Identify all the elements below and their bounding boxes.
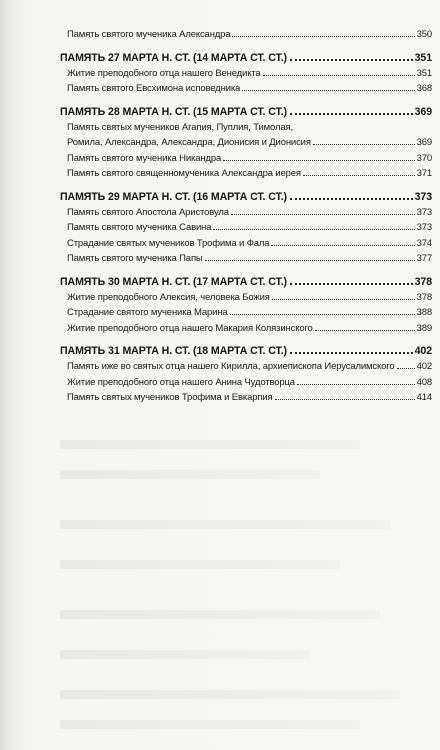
leader-dots: [271, 245, 414, 246]
toc-entry-title: Память святого мученика Никандра: [67, 152, 222, 164]
section-heading[interactable]: [60, 106, 432, 122]
toc-entry-page: 414: [416, 392, 432, 403]
leader-dots: [223, 160, 414, 161]
leader-dots: [213, 229, 414, 230]
section-heading-title: ПАМЯТЬ 28 МАРТА Н. СТ. (15 МАРТА СТ. СТ.): [60, 105, 287, 118]
toc-entry-page: 408: [416, 376, 432, 388]
toc-entry[interactable]: [67, 392, 432, 408]
leader-dots: [297, 384, 415, 385]
toc-entry[interactable]: [67, 137, 432, 153]
toc-entry-page: 368: [416, 83, 432, 94]
leader-dots: [242, 90, 414, 91]
bleed-through: [60, 470, 320, 479]
toc-entry[interactable]: [67, 238, 432, 254]
leader-dots: [397, 368, 415, 369]
toc-entry-title: Память святого мученика Александра: [67, 29, 231, 40]
toc-entry-title: Житие преподобного Алексия, человека Божия: [67, 291, 270, 303]
leader-dots: [290, 198, 413, 200]
toc-entry-title: Память святого Апостола Аристовула: [67, 206, 229, 218]
toc-entry[interactable]: [67, 253, 432, 269]
toc-entry-title: Память святого священномученика Александра иерея: [67, 168, 301, 179]
toc-entry-page: 373: [416, 206, 432, 218]
toc-entry[interactable]: [67, 323, 432, 339]
leader-dots: [290, 352, 413, 354]
section-heading-title: ПАМЯТЬ 29 МАРТА Н. СТ. (16 МАРТА СТ. СТ.): [60, 190, 287, 203]
toc-entry-page: 389: [416, 322, 432, 334]
bleed-through: [60, 560, 340, 569]
section-heading-page: 351: [414, 51, 432, 64]
toc-entry-title: Память святых мучеников Агапия, Пуплия, Тимолая,: [67, 121, 293, 133]
leader-dots: [205, 260, 415, 261]
toc-entry[interactable]: [67, 29, 432, 45]
leader-dots: [275, 399, 415, 400]
section-heading-title: ПАМЯТЬ 30 МАРТА Н. СТ. (17 МАРТА СТ. СТ.): [60, 275, 287, 288]
leader-dots: [232, 36, 414, 37]
leader-dots: [313, 144, 415, 145]
toc-entry[interactable]: [67, 207, 432, 223]
toc-entry-title: Страдание святых мучеников Трофима и Фала: [67, 237, 270, 249]
leader-dots: [290, 59, 413, 61]
bleed-through: [60, 520, 390, 529]
toc-entry-page: 351: [416, 67, 432, 79]
toc-entry-page: 350: [416, 29, 432, 40]
toc-entry[interactable]: [67, 377, 432, 393]
toc-entry-page: 371: [416, 168, 432, 179]
bleed-through: [60, 440, 360, 449]
toc-entry-page: 373: [416, 222, 432, 233]
section-heading-title: ПАМЯТЬ 31 МАРТА Н. СТ. (18 МАРТА СТ. СТ.): [60, 345, 287, 357]
leader-dots: [230, 314, 415, 315]
toc-entry-page: 370: [416, 152, 432, 164]
table-of-contents: [60, 29, 432, 408]
toc-entry-page: 388: [416, 307, 432, 318]
bleed-through: [60, 610, 380, 619]
toc-entry[interactable]: [67, 68, 432, 84]
toc-entry[interactable]: [67, 122, 432, 138]
section-heading-page: 378: [414, 275, 432, 288]
toc-entry-title: Память святого мученика Савина: [67, 222, 212, 233]
toc-entry-title: Память святых мучеников Трофима и Евкарпия: [67, 392, 273, 403]
section-heading-page: 373: [414, 190, 432, 203]
leader-dots: [231, 214, 415, 215]
toc-entry-title: Ромила, Александра, Александра, Дионисия и Дионисия: [67, 137, 311, 148]
toc-entry-title: Житие преподобного отца нашего Макария Колязинского: [67, 322, 313, 334]
section-heading[interactable]: [60, 52, 432, 68]
section-heading-page: 402: [414, 345, 432, 357]
section-heading[interactable]: [60, 276, 432, 292]
bleed-through: [60, 690, 400, 699]
toc-entry[interactable]: [67, 153, 432, 169]
toc-entry[interactable]: [67, 361, 432, 377]
toc-entry-title: Память святого Евсхимона исповедника: [67, 83, 241, 94]
toc-entry-page: 402: [416, 361, 432, 372]
toc-entry-title: Память святого мученика Папы: [67, 253, 203, 264]
section-heading-title: ПАМЯТЬ 27 МАРТА Н. СТ. (14 МАРТА СТ. СТ.): [60, 51, 287, 64]
toc-entry-page: 369: [416, 137, 432, 148]
toc-entry[interactable]: [67, 168, 432, 184]
toc-entry-page: 378: [416, 291, 432, 303]
toc-entry[interactable]: [67, 83, 432, 99]
section-heading[interactable]: [60, 191, 432, 207]
bleed-through: [60, 650, 310, 659]
section-heading[interactable]: [60, 345, 432, 361]
toc-entry[interactable]: [67, 307, 432, 323]
toc-entry-title: Память иже во святых отца нашего Кирилла, архиепископа Иерусалимского: [67, 361, 395, 372]
leader-dots: [303, 175, 415, 176]
section-heading-page: 369: [414, 105, 432, 118]
toc-entry-title: Житие преподобного отца нашего Анина Чудотворца: [67, 376, 295, 388]
toc-entry[interactable]: [67, 222, 432, 238]
toc-entry-title: Страдание святого мученика Марина: [67, 307, 228, 318]
bleed-through: [60, 720, 360, 729]
leader-dots: [272, 299, 415, 300]
toc-entry-page: 377: [416, 253, 432, 264]
leader-dots: [263, 75, 415, 76]
toc-entry-title: Житие преподобного отца нашего Венедикта: [67, 67, 261, 79]
leader-dots: [290, 283, 413, 285]
toc-entry-page: 374: [416, 237, 432, 249]
leader-dots: [315, 330, 415, 331]
toc-entry[interactable]: [67, 292, 432, 308]
leader-dots: [290, 113, 413, 115]
